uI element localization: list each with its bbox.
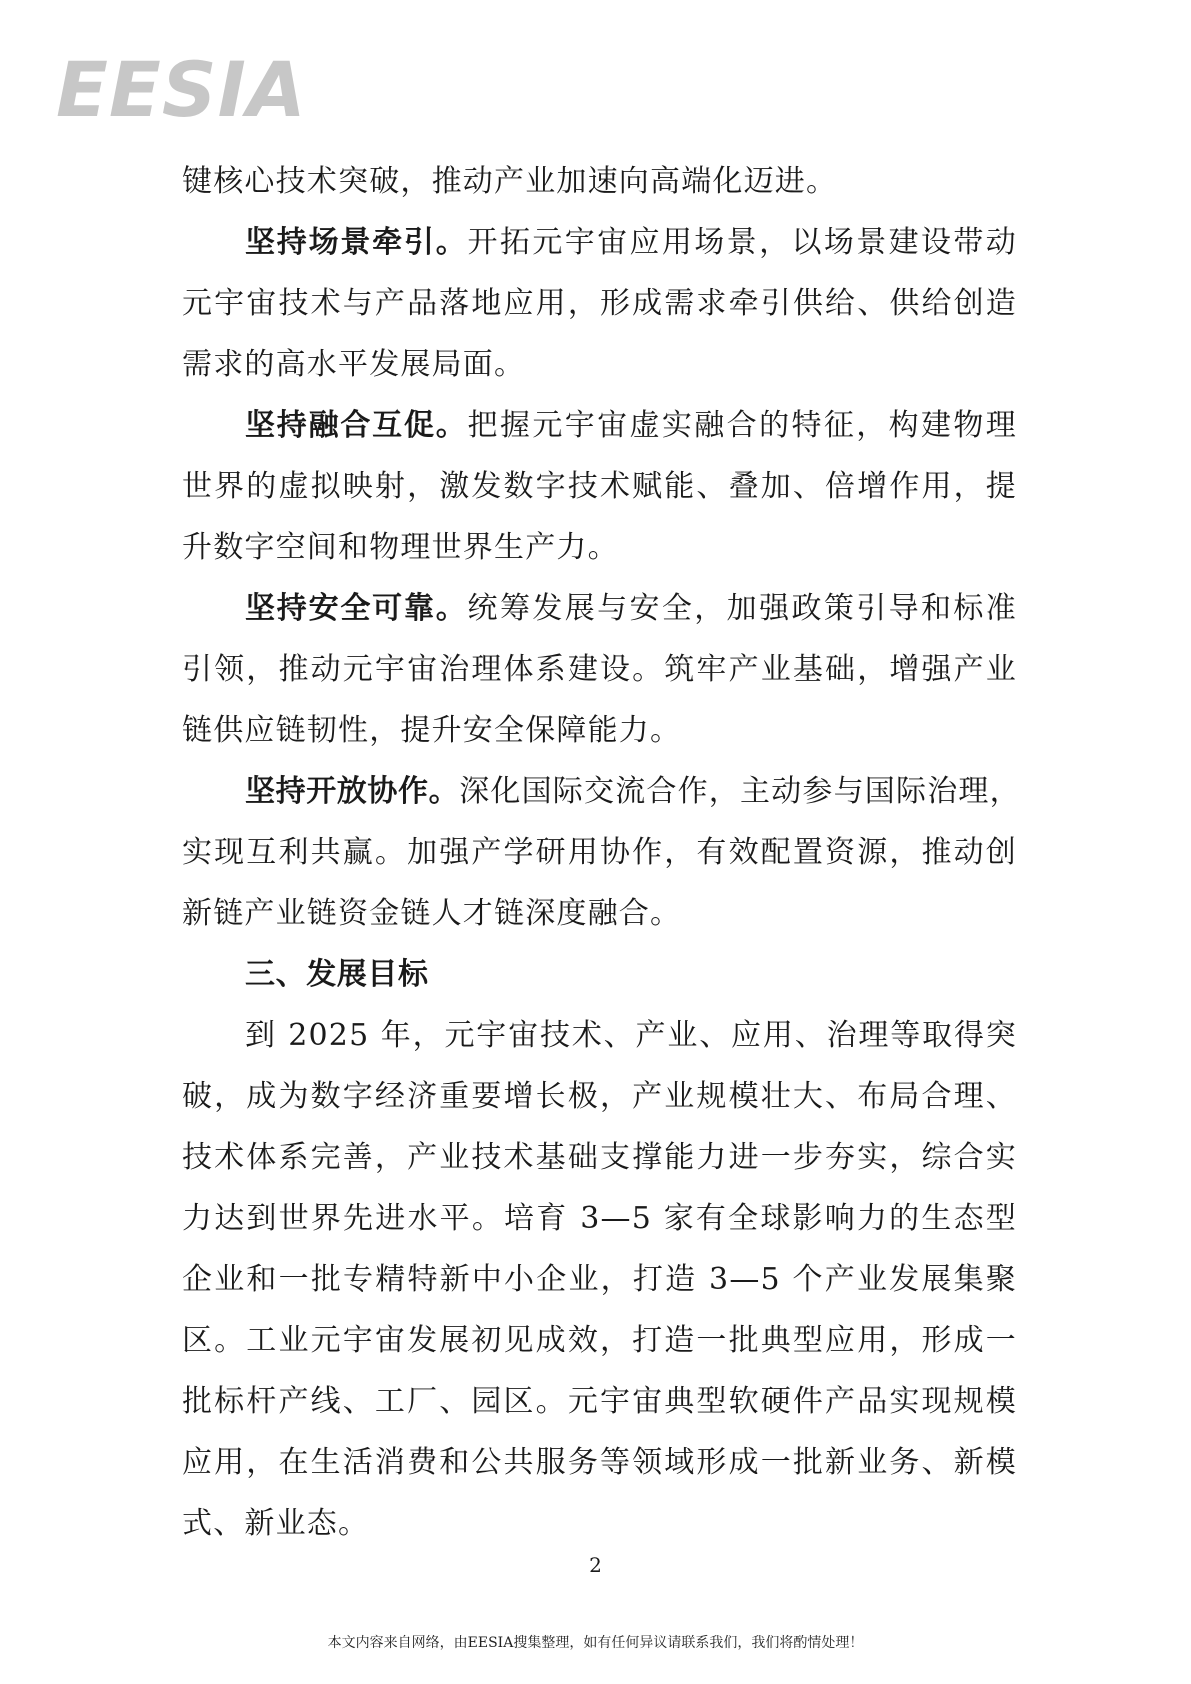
body-line: 升数字空间和物理世界生产力。 <box>182 530 619 565</box>
body-line: 实现互利共赢。加强产学研用协作，有效配置资源，推动创 <box>182 835 1017 870</box>
body-line: 区。工业元宇宙发展初见成效，打造一批典型应用，形成一 <box>182 1323 1017 1358</box>
body-line: 式、新业态。 <box>182 1506 370 1541</box>
body-line: 元宇宙技术与产品落地应用，形成需求牵引供给、供给创造 <box>182 286 1017 321</box>
body-line: 力达到世界先进水平。培育 3—5 家有全球影响力的生态型 <box>182 1201 1017 1236</box>
paragraph-security-line-1 <box>182 578 1017 639</box>
body-line: 企业和一批专精特新中小企业，打造 3—5 个产业发展集聚 <box>182 1262 1017 1297</box>
paragraph-heading-integration: 坚持融合互促。 <box>245 408 468 443</box>
body-line: 世界的虚拟映射，激发数字技术赋能、叠加、倍增作用，提 <box>182 469 1017 504</box>
body-line: 批标杆产线、工厂、园区。元宇宙典型软硬件产品实现规模 <box>182 1384 1017 1419</box>
body-text: 统筹发展与安全，加强政策引导和标准 <box>467 591 1018 626</box>
paragraph-heading-security: 坚持安全可靠。 <box>245 591 468 626</box>
paragraph-heading-scenario: 坚持场景牵引。 <box>245 225 468 260</box>
body-line: 到 2025 年，元宇宙技术、产业、应用、治理等取得突 <box>245 1018 1017 1053</box>
body-text: 把握元宇宙虚实融合的特征，构建物理 <box>467 408 1018 443</box>
body-text: 开拓元宇宙应用场景，以场景建设带动 <box>467 225 1018 260</box>
body-line: 需求的高水平发展局面。 <box>182 347 526 382</box>
body-line: 键核心技术突破，推动产业加速向高端化迈进。 <box>182 164 838 199</box>
body-line: 破，成为数字经济重要增长极，产业规模壮大、布局合理、 <box>182 1079 1017 1114</box>
section-title: 三、发展目标 <box>245 957 429 992</box>
paragraph-cooperation-line-1 <box>182 761 1021 822</box>
body-line: 新链产业链资金链人才链深度融合。 <box>182 896 682 931</box>
page-number: 2 <box>589 1553 602 1577</box>
footer-disclaimer: 本文内容来自网络，由EESIA搜集整理，如有任何异议请联系我们，我们将酌情处理！ <box>327 1635 864 1651</box>
paragraph-scenario-line-1 <box>182 212 1017 273</box>
body-text: 深化国际交流合作，主动参与国际治理， <box>459 774 1021 809</box>
body-line: 应用，在生活消费和公共服务等领域形成一批新业务、新模 <box>182 1445 1017 1480</box>
body-line: 引领，推动元宇宙治理体系建设。筑牢产业基础，增强产业 <box>182 652 1017 687</box>
body-line: 链供应链韧性，提升安全保障能力。 <box>182 713 682 748</box>
document-body <box>182 151 1021 1554</box>
paragraph-heading-cooperation: 坚持开放协作。 <box>245 774 460 809</box>
paragraph-integration-line-1 <box>182 395 1017 456</box>
body-line: 技术体系完善，产业技术基础支撑能力进一步夯实，综合实 <box>182 1140 1017 1175</box>
eesia-logo: EESIA <box>56 45 307 134</box>
